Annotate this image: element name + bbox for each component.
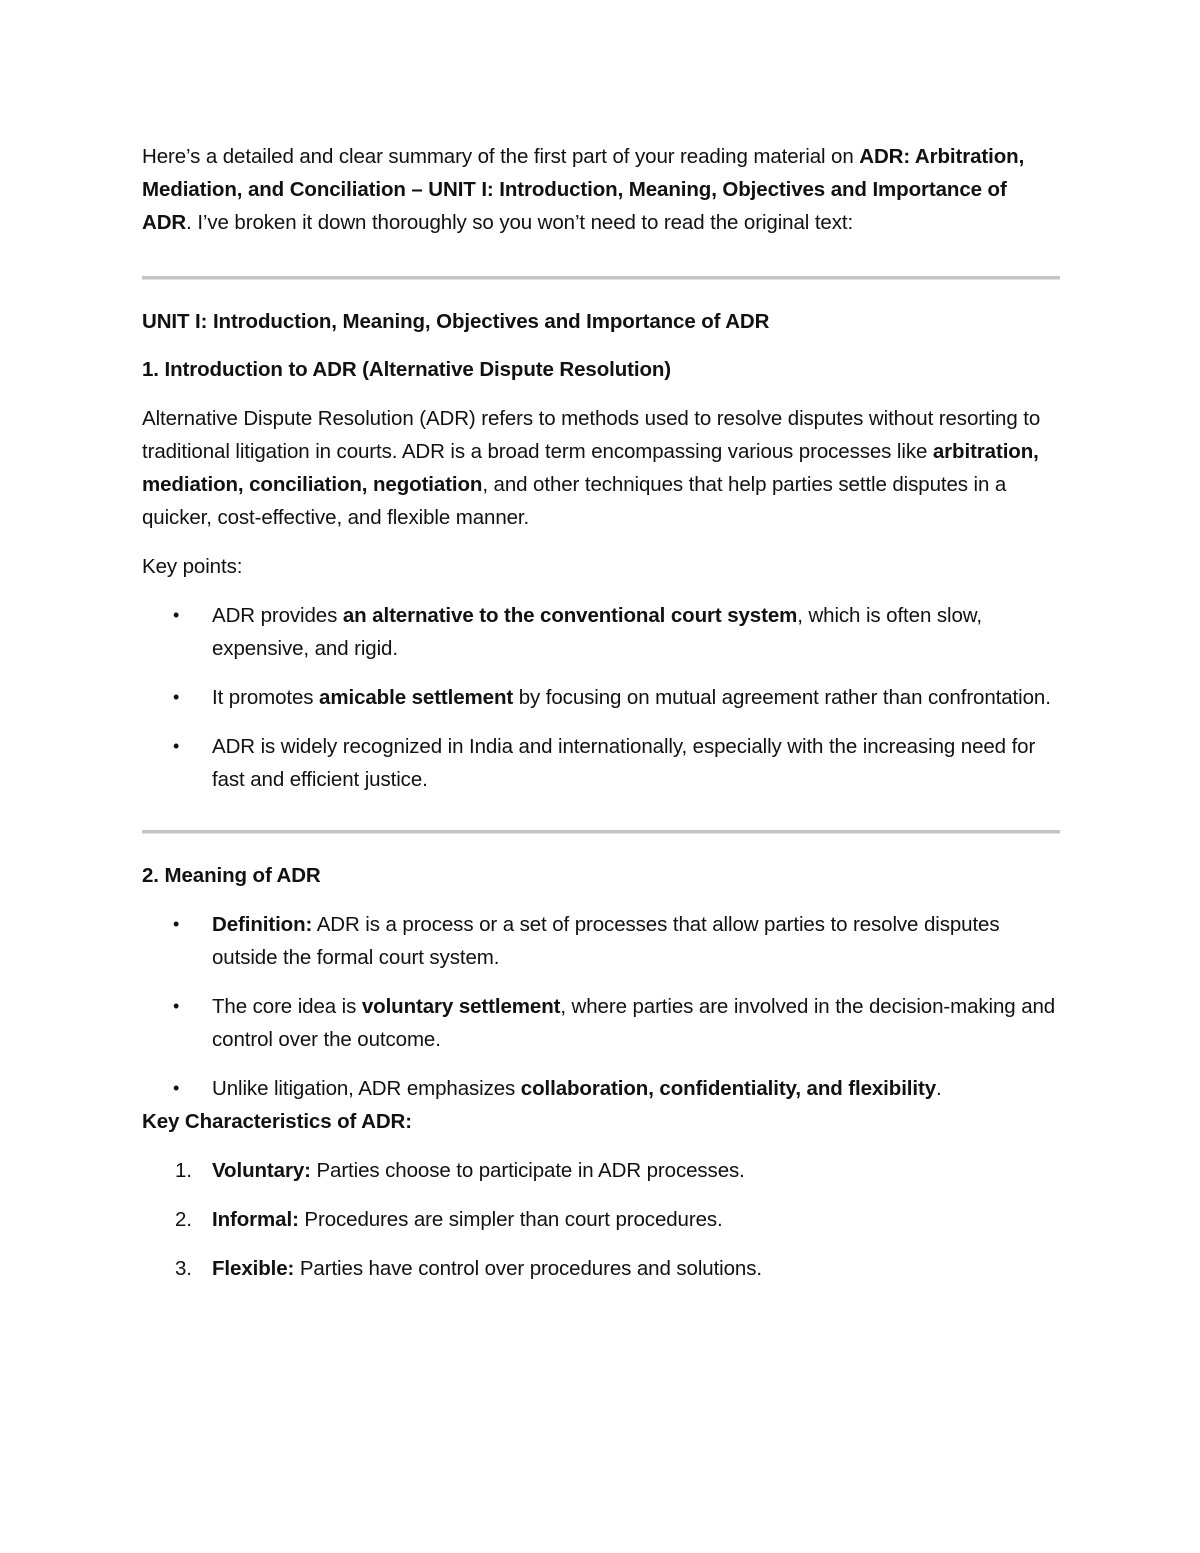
- section-1-heading: [142, 353, 1060, 386]
- list-item-text: It promotes: [212, 686, 320, 709]
- numbered-item: [142, 1203, 1060, 1236]
- intro-paragraph: [142, 140, 1060, 239]
- paragraph-text-end: , and other techniques that help parties settle disputes in a quicker, cost-effective, and flexible manner.: [142, 473, 1007, 529]
- list-item: [142, 730, 1060, 796]
- section-1-heading-text: 1. Introduction to ADR (Alternative Dispute Resolution): [142, 358, 672, 381]
- list-item-bold: collaboration, confidentiality, and flexibility: [520, 1077, 937, 1100]
- paragraph-bold: arbitration, mediation, conciliation, negotiation: [142, 440, 1039, 496]
- characteristics-heading-text: Key Characteristics of ADR:: [142, 1110, 412, 1133]
- characteristics-list: [142, 1154, 1060, 1285]
- item-number: 3.: [175, 1257, 192, 1280]
- list-item-text: Unlike litigation, ADR emphasizes: [212, 1077, 521, 1100]
- paragraph-text: Alternative Dispute Resolution (ADR) refers to methods used to resolve disputes without resorting to traditional litigation in courts. ADR is a broad term encompassing various processes like: [142, 407, 1041, 463]
- item-number: 1.: [175, 1159, 192, 1182]
- list-item-bold: an alternative to the conventional court system: [342, 604, 798, 627]
- item-text: Procedures are simpler than court procedures.: [298, 1208, 723, 1231]
- horizontal-divider: [142, 830, 1060, 834]
- list-item-text-end: ADR is a process or a set of processes that allow parties to resolve disputes outside the formal court system.: [212, 913, 1000, 969]
- list-item-bold: amicable settlement: [319, 686, 514, 709]
- document-page: [142, 140, 1060, 1301]
- list-item-text-end: .: [936, 1077, 942, 1100]
- item-text: Parties choose to participate in ADR processes.: [310, 1159, 745, 1182]
- list-item-text: The core idea is: [212, 995, 362, 1018]
- list-item-bold: Definition:: [212, 913, 313, 936]
- characteristics-heading: [142, 1105, 1060, 1138]
- list-item: [142, 908, 1060, 974]
- list-item-text-end: , where parties are involved in the decision-making and control over the outcome.: [212, 995, 1056, 1051]
- item-number: 2.: [175, 1208, 192, 1231]
- bullet-icon: •: [173, 605, 180, 625]
- list-item: [142, 599, 1060, 665]
- item-text: Parties have control over procedures and solutions.: [294, 1257, 762, 1280]
- key-points-list: [142, 599, 1060, 796]
- intro-text-end: . I’ve broken it down thoroughly so you won’t need to read the original text:: [186, 211, 854, 234]
- key-points-label: Key points:: [142, 555, 243, 578]
- section-2-heading-text: 2. Meaning of ADR: [142, 864, 321, 887]
- horizontal-divider: [142, 276, 1060, 280]
- meaning-list: [142, 908, 1060, 1105]
- list-item-text-end: , which is often slow, expensive, and rigid.: [212, 604, 982, 660]
- section-1-paragraph: [142, 402, 1060, 534]
- bullet-icon: •: [173, 996, 180, 1016]
- numbered-item: [142, 1154, 1060, 1187]
- item-bold: Informal:: [212, 1208, 299, 1231]
- list-item-text: ADR provides: [212, 604, 343, 627]
- list-item: [142, 1072, 1060, 1105]
- list-item: [142, 681, 1060, 714]
- bullet-icon: •: [173, 736, 180, 756]
- list-item-bold: voluntary settlement: [361, 995, 561, 1018]
- list-item-text: ADR is widely recognized in India and internationally, especially with the increasing need for fast and efficient justice.: [212, 735, 1036, 791]
- bullet-icon: •: [173, 914, 180, 934]
- intro-text: Here’s a detailed and clear summary of the first part of your reading material on: [142, 145, 860, 168]
- list-item: [142, 990, 1060, 1056]
- bullet-icon: •: [173, 1078, 180, 1098]
- unit-heading: [142, 305, 1060, 338]
- intro-bold-title: ADR: Arbitration, Mediation, and Conciliation – UNIT I: Introduction, Meaning, Objectives and Importance of ADR: [142, 145, 1025, 234]
- section-2-heading: [142, 859, 1060, 892]
- unit-heading-text: UNIT I: Introduction, Meaning, Objectives and Importance of ADR: [142, 310, 770, 333]
- item-bold: Flexible:: [212, 1257, 295, 1280]
- numbered-item: [142, 1252, 1060, 1285]
- item-bold: Voluntary:: [212, 1159, 311, 1182]
- list-item-text-end: by focusing on mutual agreement rather than confrontation.: [513, 686, 1051, 709]
- bullet-icon: •: [173, 687, 180, 707]
